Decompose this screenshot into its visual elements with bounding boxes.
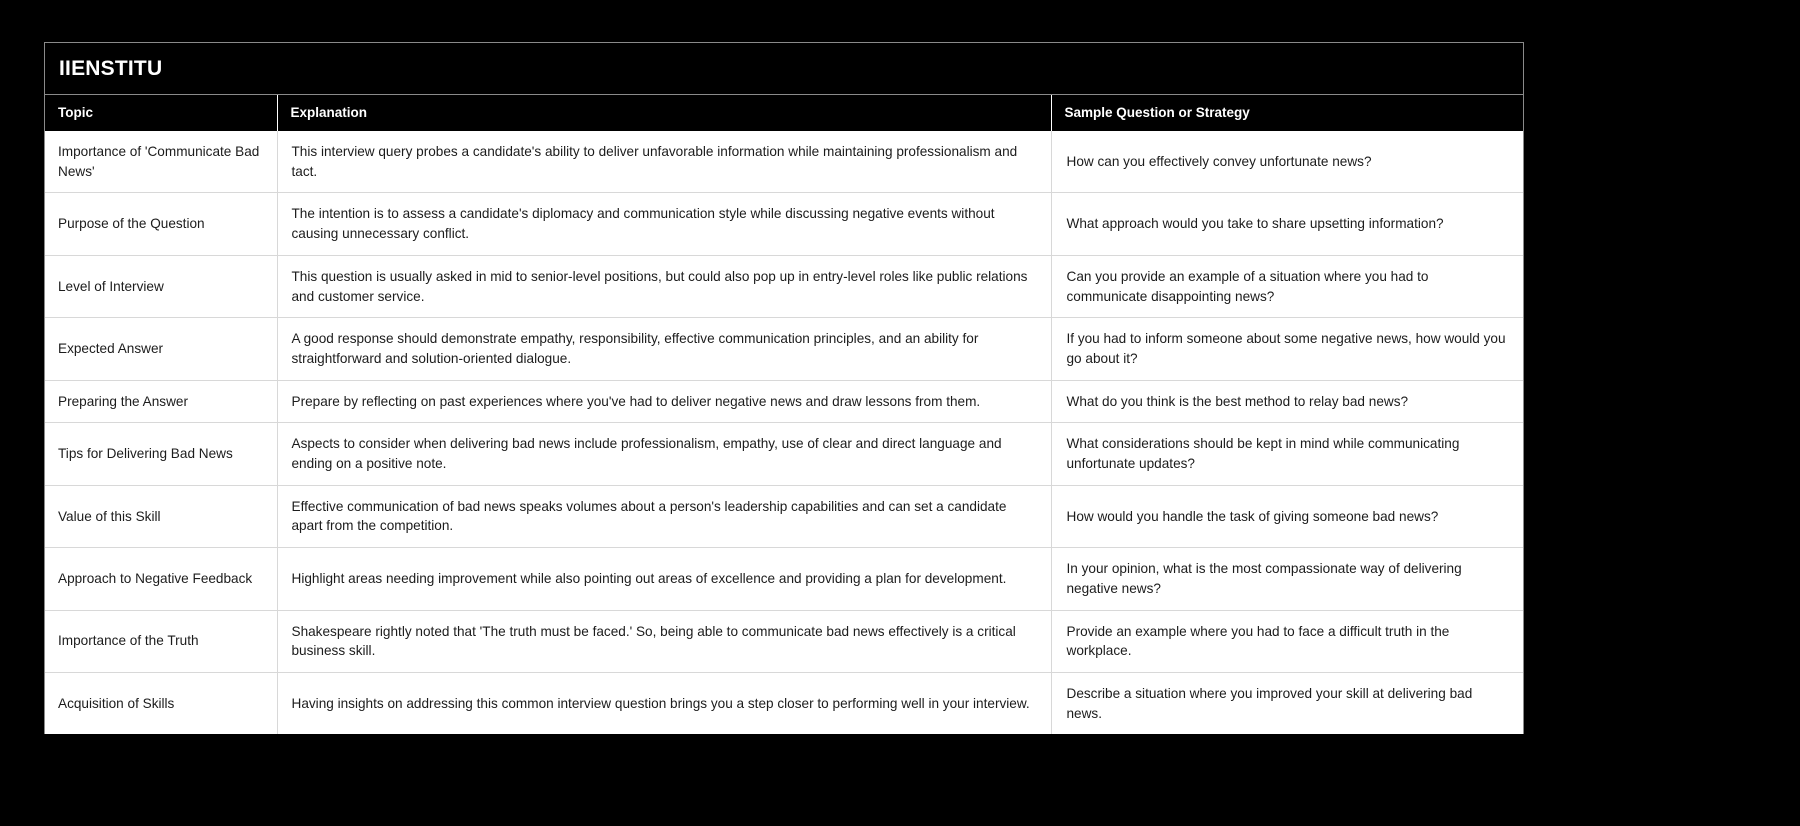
table-header [45,95,1523,131]
cell-sample-question: What approach would you take to share upsetting information? [1051,193,1523,255]
table-header-row [45,95,1523,131]
cell-explanation: Highlight areas needing improvement while also pointing out areas of excellence and providing a plan for development. [277,548,1051,610]
table-row [45,423,1523,485]
cell-explanation: The intention is to assess a candidate's diplomacy and communication style while discussing negative events without causing unnecessary conflict. [277,193,1051,255]
cell-explanation: This question is usually asked in mid to senior-level positions, but could also pop up in entry-level roles like public relations and customer service. [277,255,1051,317]
cell-topic: Importance of 'Communicate Bad News' [45,131,277,193]
table-row [45,672,1523,734]
table-row [45,131,1523,193]
cell-sample-question: How would you handle the task of giving someone bad news? [1051,485,1523,547]
table-row [45,318,1523,380]
table-row [45,548,1523,610]
table-row [45,193,1523,255]
brand-bar [45,43,1523,95]
table-row [45,380,1523,423]
cell-explanation: Prepare by reflecting on past experiences where you've had to deliver negative news and draw lessons from them. [277,380,1051,423]
cell-sample-question: In your opinion, what is the most compassionate way of delivering negative news? [1051,548,1523,610]
cell-topic: Approach to Negative Feedback [45,548,277,610]
cell-sample-question: What do you think is the best method to relay bad news? [1051,380,1523,423]
cell-sample-question: Describe a situation where you improved your skill at delivering bad news. [1051,672,1523,734]
brand-title: IIENSTITU [59,56,163,80]
cell-topic: Acquisition of Skills [45,672,277,734]
table-body [45,131,1523,734]
cell-explanation: Shakespeare rightly noted that 'The truth must be faced.' So, being able to communicate bad news effectively is a critical business skill. [277,610,1051,672]
cell-explanation: Having insights on addressing this common interview question brings you a step closer to performing well in your interview. [277,672,1051,734]
table-row [45,610,1523,672]
column-header-explanation: Explanation [277,95,1051,131]
infographic-table-frame [44,42,1524,734]
cell-topic: Value of this Skill [45,485,277,547]
column-header-topic: Topic [45,95,277,131]
cell-sample-question: What considerations should be kept in mind while communicating unfortunate updates? [1051,423,1523,485]
cell-explanation: Effective communication of bad news speaks volumes about a person's leadership capabilities and can set a candidate apart from the competition. [277,485,1051,547]
cell-explanation: This interview query probes a candidate's ability to deliver unfavorable information while maintaining professionalism and tact. [277,131,1051,193]
column-header-sample-question: Sample Question or Strategy [1051,95,1523,131]
topics-table [45,95,1523,734]
cell-sample-question: If you had to inform someone about some negative news, how would you go about it? [1051,318,1523,380]
cell-topic: Importance of the Truth [45,610,277,672]
cell-topic: Purpose of the Question [45,193,277,255]
cell-explanation: A good response should demonstrate empathy, responsibility, effective communication principles, and an ability for straightforward and solution-oriented dialogue. [277,318,1051,380]
cell-topic: Preparing the Answer [45,380,277,423]
cell-topic: Level of Interview [45,255,277,317]
cell-sample-question: Can you provide an example of a situation where you had to communicate disappointing news? [1051,255,1523,317]
cell-explanation: Aspects to consider when delivering bad news include professionalism, empathy, use of clear and direct language and ending on a positive note. [277,423,1051,485]
table-row [45,255,1523,317]
cell-topic: Tips for Delivering Bad News [45,423,277,485]
table-row [45,485,1523,547]
cell-sample-question: How can you effectively convey unfortunate news? [1051,131,1523,193]
cell-sample-question: Provide an example where you had to face a difficult truth in the workplace. [1051,610,1523,672]
cell-topic: Expected Answer [45,318,277,380]
